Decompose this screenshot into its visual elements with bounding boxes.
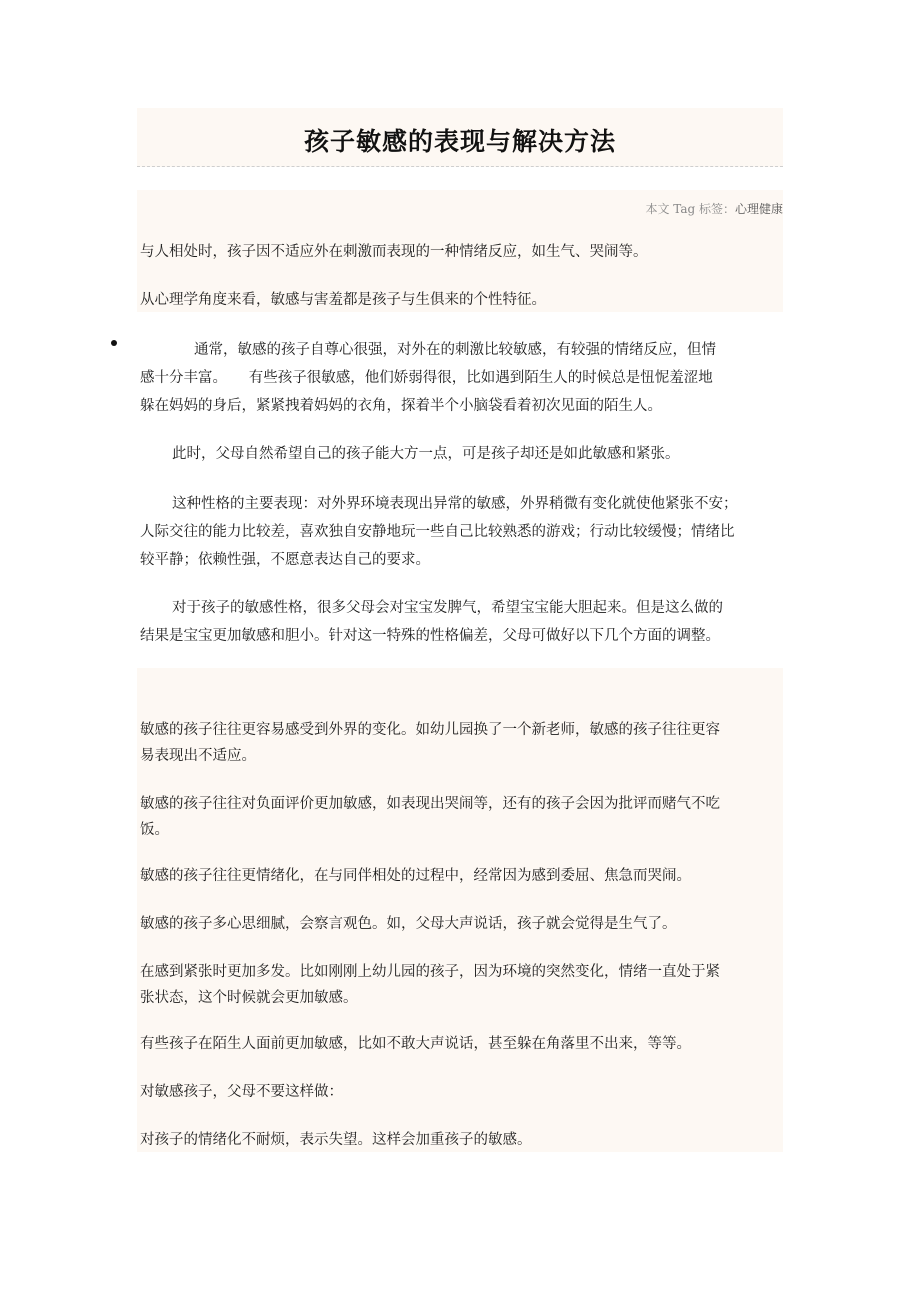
list-item-line: 张状态，这个时候就会更加敏感。: [140, 990, 358, 1006]
body-paragraph-line: 此时，父母自然希望自己的孩子能大方一点，可是孩子却还是如此敏感和紧张。: [172, 446, 680, 462]
page-title: 孩子敏感的表现与解决方法: [303, 127, 616, 156]
list-item-line: 敏感的孩子往往更容易感受到外界的变化。如幼儿园换了一个新老师，敏感的孩子往往更容: [140, 722, 720, 738]
body-paragraph-line: 这种性格的主要表现：对外界环境表现出异常的敏感，外界稍微有变化就使他紧张不安；: [172, 496, 738, 512]
bullet-paragraph-line: 躲在妈妈的身后，紧紧拽着妈妈的衣角，探着半个小脑袋看着初次见面的陌生人。: [140, 398, 662, 414]
list-item-line: 在感到紧张时更加多发。比如刚刚上幼儿园的孩子，因为环境的突然变化，情绪一直处于紧: [140, 964, 720, 980]
list-item-line: 敏感的孩子往往对负面评价更加敏感，如表现出哭闹等，还有的孩子会因为批评而赌气不吃: [140, 796, 720, 812]
bullet-paragraph-line: 感十分丰富。 有些孩子很敏感，他们娇弱得很，比如遇到陌生人的时候总是忸怩羞涩地: [140, 370, 713, 386]
bullet-dot-icon: [111, 340, 117, 346]
list-item-line: 敏感的孩子往往更情绪化，在与同伴相处的过程中，经常因为感到委屈、焦急而哭闹。: [140, 868, 691, 884]
body-paragraph-line: 对于孩子的敏感性格，很多父母会对宝宝发脾气，希望宝宝能大胆起来。但是这么做的: [172, 600, 723, 616]
tag-label: 本文 Tag 标签：: [645, 202, 735, 216]
tag-line: [645, 200, 783, 217]
list-item-line: 对孩子的情绪化不耐烦，表示失望。这样会加重孩子的敏感。: [140, 1132, 532, 1148]
body-paragraph-line: 人际交往的能力比较差，喜欢独自安静地玩一些自己比较熟悉的游戏；行动比较缓慢；情绪比: [140, 524, 735, 540]
list-item-line: 对敏感孩子，父母不要这样做：: [140, 1084, 343, 1100]
bullet-paragraph-line: 通常，敏感的孩子自尊心很强，对外在的刺激比较敏感，有较强的情绪反应，但情: [194, 342, 716, 358]
list-item-line: 易表现出不适应。: [140, 748, 256, 764]
body-paragraph-line: 较平静；依赖性强，不愿意表达自己的要求。: [140, 552, 430, 568]
tag-value[interactable]: 心理健康: [734, 202, 783, 216]
body-paragraph-line: 结果是宝宝更加敏感和胆小。针对这一特殊的性格偏差，父母可做好以下几个方面的调整。: [140, 628, 720, 644]
list-item-line: 饭。: [140, 822, 169, 838]
intro-paragraph-1: 与人相处时，孩子因不适应外在刺激而表现的一种情绪反应，如生气、哭闹等。: [140, 244, 648, 260]
intro-paragraph-2: 从心理学角度来看，敏感与害羞都是孩子与生俱来的个性特征。: [140, 292, 546, 308]
title-band: [137, 108, 783, 167]
list-item-line: 有些孩子在陌生人面前更加敏感，比如不敢大声说话，甚至躲在角落里不出来，等等。: [140, 1036, 691, 1052]
list-item-line: 敏感的孩子多心思细腻，会察言观色。如，父母大声说话，孩子就会觉得是生气了。: [140, 916, 677, 932]
